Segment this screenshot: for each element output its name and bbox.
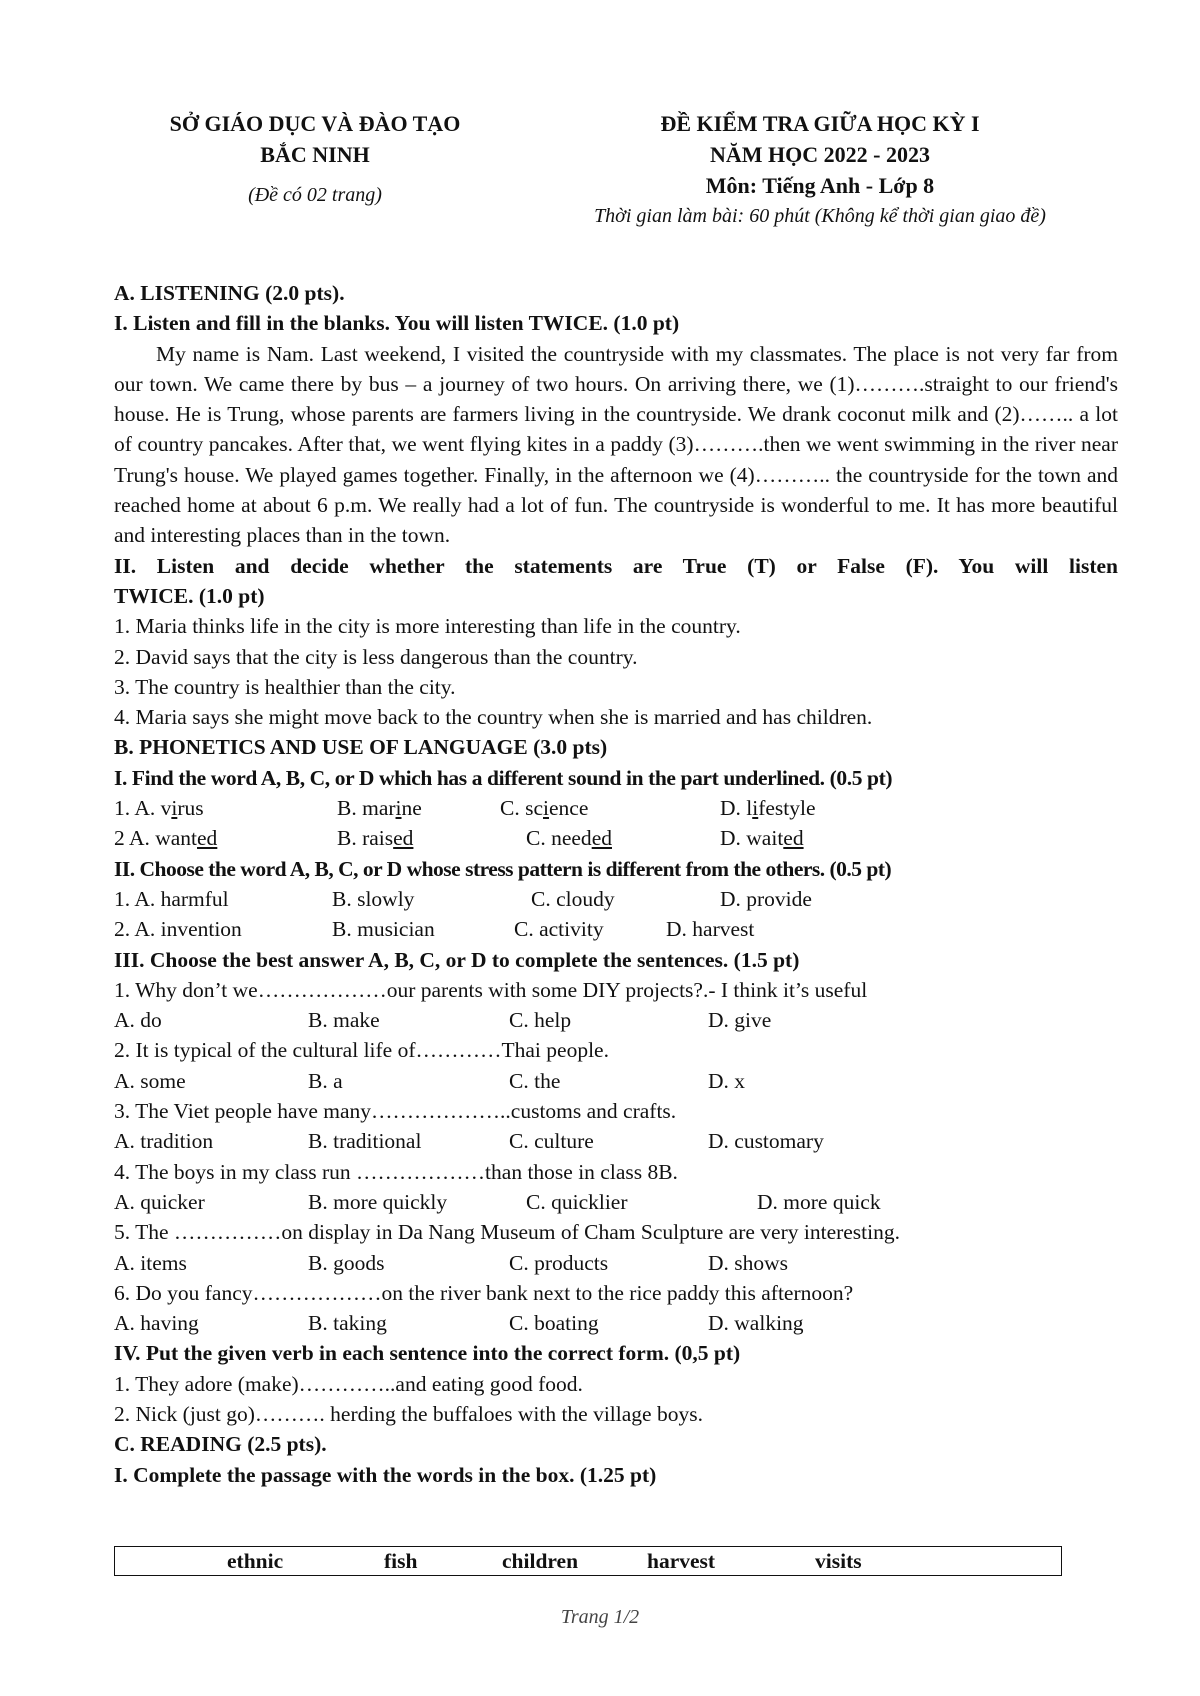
option-c: C. quicklier xyxy=(526,1189,628,1214)
option-c: C. cloudy xyxy=(531,886,615,911)
mcq-question-6: 6. Do you fancy………………on the river bank next to the rice paddy this afternoon? xyxy=(114,1280,854,1305)
section-b-part1-title: I. Find the word A, B, C, or D which has a different sound in the part underlined. (0.5 pt) xyxy=(114,765,893,790)
option-a: A. tradition xyxy=(114,1129,214,1154)
statement-1: 1. Maria thinks life in the city is more interesting than life in the country. xyxy=(114,614,741,639)
option-c: C. boating xyxy=(509,1311,599,1336)
option-d: D. waited xyxy=(720,826,804,851)
mcq-question-5: 5. The ……………on display in Da Nang Museum of Cham Sculpture are very interesting. xyxy=(114,1220,900,1245)
option-b: B. traditional xyxy=(308,1129,422,1154)
mcq-question-3: 3. The Viet people have many………………..customs and crafts. xyxy=(114,1099,677,1124)
box-word: harvest xyxy=(647,1549,716,1573)
option-a: A. having xyxy=(114,1311,199,1336)
option-a: 2. A. invention xyxy=(114,917,242,942)
section-b-part4-title: IV. Put the given verb in each sentence into the correct form. (0,5 pt) xyxy=(114,1341,741,1366)
header-right xyxy=(520,108,1120,232)
option-a: 1. A. harmful xyxy=(114,886,229,911)
option-b: B. slowly xyxy=(332,886,415,911)
word-box xyxy=(114,1546,1062,1576)
mcq-options-1 xyxy=(114,1005,1118,1035)
section-b-title: B. PHONETICS AND USE OF LANGUAGE (3.0 pts) xyxy=(114,735,608,760)
option-b: B. taking xyxy=(308,1311,387,1336)
mcq-options-3 xyxy=(114,1126,1118,1156)
verb-question-1: 1. They adore (make)…………..and eating good food. xyxy=(114,1371,583,1396)
option-c: C. activity xyxy=(514,917,604,942)
listening-passage: My name is Nam. Last weekend, I visited the countryside with my classmates. The place is not very far from our town. We came there by bus – a journey of two hours. On arriving there, we (1)……….straight to our friend's house. He is Trung, whose parents are farmers living in the countryside. We drank coconut milk and (2)…….. a lot of country pancakes. After that, we went flying kites in a paddy (3)……….then we went swimming in the river near Trung's house. We played games together. Finally, in the afternoon we (4)……….. the countryside for the town and reached home at about 6 p.m. We really had a lot of fun. The countryside is wonderful to me. It has more beautiful and interesting places than in the town. xyxy=(114,341,1118,548)
mcq-options-6 xyxy=(114,1308,1118,1338)
option-d: D. x xyxy=(708,1068,746,1093)
subject-line: Môn: Tiếng Anh - Lớp 8 xyxy=(705,173,935,198)
section-b-part2-title: II. Choose the word A, B, C, or D whose stress pattern is different from the others. (0.5 pt) xyxy=(114,856,892,881)
exam-title: ĐỀ KIỂM TRA GIỮA HỌC KỲ I xyxy=(660,111,980,136)
option-b: B. musician xyxy=(332,917,435,942)
option-c: C. help xyxy=(509,1008,572,1033)
option-c: C. products xyxy=(509,1250,609,1275)
option-b: B. make xyxy=(308,1008,380,1033)
time-note: Thời gian làm bài: 60 phút (Không kể thời gian giao đề) xyxy=(594,205,1046,227)
page-number: Trang 1/2 xyxy=(560,1606,640,1628)
option-a: A. quicker xyxy=(114,1189,205,1214)
box-word: fish xyxy=(384,1549,418,1573)
option-d: D. customary xyxy=(708,1129,824,1154)
option-d: D. lifestyle xyxy=(720,796,816,821)
option-a: 1. A. virus xyxy=(114,796,204,821)
mcq-question-4: 4. The boys in my class run ………………than those in class 8B. xyxy=(114,1159,678,1184)
mcq-options-5 xyxy=(114,1248,1118,1278)
mcq-options-2 xyxy=(114,1066,1118,1096)
option-a: A. some xyxy=(114,1068,186,1093)
page-count-note: (Đề có 02 trang) xyxy=(248,184,382,206)
exam-content xyxy=(114,278,1118,1490)
box-word: ethnic xyxy=(227,1549,284,1573)
option-a: A. do xyxy=(114,1008,162,1033)
section-a-part2-title-line2: TWICE. (1.0 pt) xyxy=(114,583,265,608)
section-a-part2-title-line1: II. Listen and decide whether the statements are True (T) or False (F). You will listen xyxy=(114,553,1118,578)
option-d: D. give xyxy=(708,1008,772,1033)
pronunciation-question-2 xyxy=(114,823,1118,853)
mcq-question-1: 1. Why don’t we………………our parents with some DIY projects?.- I think it’s useful xyxy=(114,977,868,1002)
section-c-part1-title: I. Complete the passage with the words in the box. (1.25 pt) xyxy=(114,1462,657,1487)
option-c: C. culture xyxy=(509,1129,594,1154)
option-d: D. shows xyxy=(708,1250,789,1275)
verb-question-2: 2. Nick (just go)………. herding the buffaloes with the village boys. xyxy=(114,1401,703,1426)
option-b: B. a xyxy=(308,1068,343,1093)
section-a-part1-title: I. Listen and fill in the blanks. You will listen TWICE. (1.0 pt) xyxy=(114,311,680,336)
option-b: B. marine xyxy=(337,796,422,821)
option-d: D. walking xyxy=(708,1311,804,1336)
option-b: B. more quickly xyxy=(308,1189,448,1214)
statement-4: 4. Maria says she might move back to the country when she is married and has children. xyxy=(114,705,873,730)
pronunciation-question-1 xyxy=(114,793,1118,823)
mcq-question-2: 2. It is typical of the cultural life of…………Thai people. xyxy=(114,1038,609,1063)
section-a-title: A. LISTENING (2.0 pts). xyxy=(114,281,345,305)
option-c: C. the xyxy=(509,1068,561,1093)
option-d: D. more quick xyxy=(757,1189,881,1214)
box-word: children xyxy=(502,1549,579,1573)
mcq-options-4 xyxy=(114,1187,1118,1217)
department-name: SỞ GIÁO DỤC VÀ ĐÀO TẠO xyxy=(169,111,461,136)
option-c: C. needed xyxy=(526,826,612,851)
section-b-part3-title: III. Choose the best answer A, B, C, or D to complete the sentences. (1.5 pt) xyxy=(114,947,800,972)
statement-3: 3. The country is healthier than the city. xyxy=(114,674,456,699)
option-d: D. harvest xyxy=(666,917,755,942)
stress-question-1 xyxy=(114,884,1118,914)
option-a: A. items xyxy=(114,1250,187,1275)
option-c: C. science xyxy=(500,796,589,821)
statement-2: 2. David says that the city is less dangerous than the country. xyxy=(114,644,638,669)
box-word: visits xyxy=(815,1549,862,1573)
section-c-title: C. READING (2.5 pts). xyxy=(114,1432,327,1457)
option-a: 2 A. wanted xyxy=(114,826,218,851)
school-year: NĂM HỌC 2022 - 2023 xyxy=(710,142,930,167)
option-b: B. raised xyxy=(337,826,414,851)
header-left xyxy=(110,108,520,211)
province-name: BẮC NINH xyxy=(260,142,370,167)
option-b: B. goods xyxy=(308,1250,385,1275)
stress-question-2 xyxy=(114,914,1118,944)
option-d: D. provide xyxy=(720,886,812,911)
